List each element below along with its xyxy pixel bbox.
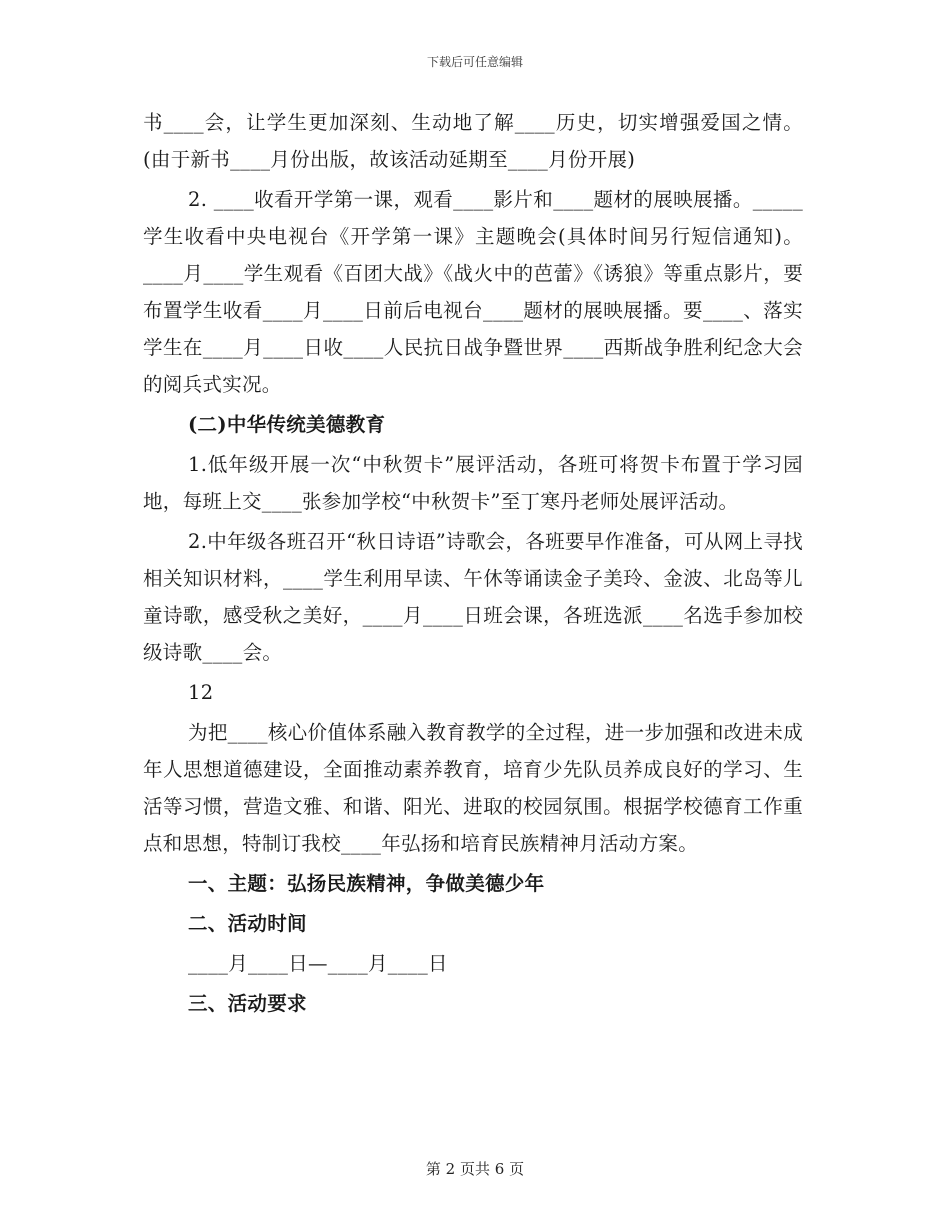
page-footer: 第 2 页共 6 页	[425, 1160, 525, 1178]
paragraph-number: 12	[188, 681, 214, 704]
paragraph-first-lesson: 2. ____收看开学第一课，观看____影片和____题材的展映展播。_____学生收看中央电视台《开学第一课》主题晚会(具体时间另行短信通知)。____月____学生观看《百团大战》《战火中的芭蕾》《诱狼》等重点影片，要布置学生收看____月____日前后电视台____题材的展映展播。要____、落实学生在____月____日收____人民抗日战争暨世界____西斯战争胜利纪念大会的阅兵式实况。	[143, 188, 803, 396]
page-header: 下载后可任意编辑	[426, 55, 523, 69]
heading-theme: 一、主题：弘扬民族精神，争做美德少年	[188, 872, 545, 895]
paragraph-date-range: ____月____日—____月____日	[188, 952, 448, 975]
heading-activity-time: 二、活动时间	[188, 912, 307, 935]
paragraph-poetry-meeting: 2.中年级各班召开“秋日诗语”诗歌会，各班要早作准备，可从网上寻找相关知识材料，____学生利用早读、午休等诵读金子美玲、金波、北岛等儿童诗歌，感受秋之美好，____月____日班会课，各班选派____名选手参加校级诗歌____会。	[143, 530, 803, 664]
paragraph-mid-autumn-card: 1.低年级开展一次“中秋贺卡”展评活动，各班可将贺卡布置于学习园地，每班上交____张参加学校“中秋贺卡”至丁寒丹老师处展评活动。	[143, 453, 803, 513]
heading-activity-requirements: 三、活动要求	[188, 992, 307, 1015]
section-heading-virtue: (二)中华传统美德教育	[188, 413, 386, 436]
paragraph-book-event: 书____会，让学生更加深刻、生动地了解____历史，切实增强爱国之情。(由于新书____月份出版，故该活动延期至____月份开展)	[143, 111, 803, 171]
document-body	[143, 104, 803, 1022]
paragraph-intro: 为把____核心价值体系融入教育教学的全过程，进一步加强和改进未成年人思想道德建设，全面推动素养教育，培育少先队员养成良好的学习、生活等习惯，营造文雅、和谐、阳光、进取的校园氛围。根据学校德育工作重点和思想，特制订我校____年弘扬和培育民族精神月活动方案。	[143, 721, 803, 855]
